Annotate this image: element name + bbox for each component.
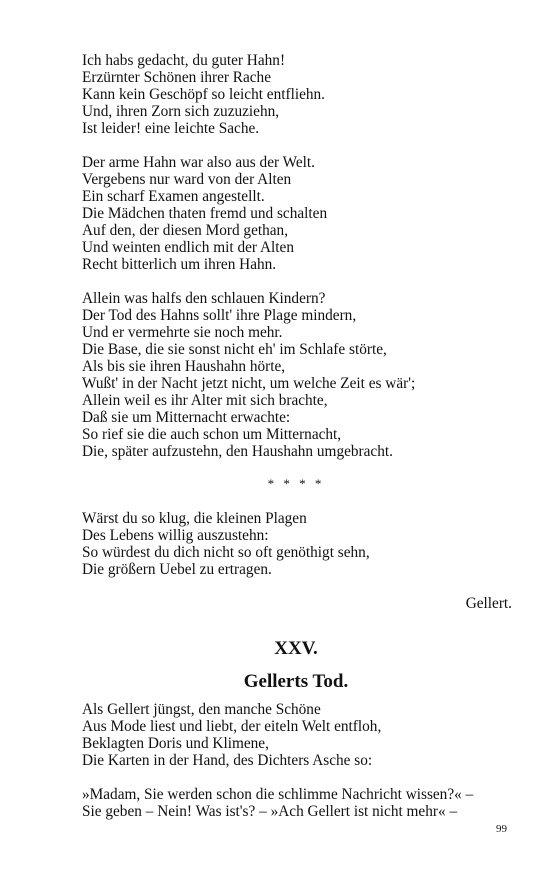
verse-line: Ist leider! eine leichte Sache. (82, 120, 260, 137)
verse-line: Vergebens nur ward von der Alten (82, 171, 292, 188)
verse-line: So würdest du dich nicht so oft genöthigt sehn, (82, 544, 370, 561)
section-number: XXV. (274, 638, 318, 659)
verse-line: Und er vermehrte sie noch mehr. (82, 324, 283, 341)
verse-line: Die Mädchen thaten fremd und schalten (82, 205, 328, 222)
verse-line: Recht bitterlich um ihren Hahn. (82, 256, 277, 273)
verse-line: So rief sie die auch schon um Mitternacht, (82, 426, 342, 443)
section-separator: * * * * (267, 476, 325, 491)
stanza (82, 52, 510, 137)
verse-line: Und, ihren Zorn sich zuzuziehn, (82, 103, 280, 120)
verse-line: Allein was halfs den schlauen Kindern? (82, 290, 326, 307)
verse-line: Sie geben – Nein! Was ist's? – »Ach Gellert ist nicht mehr« – (82, 803, 458, 820)
verse-line: Ein scharf Examen angestellt. (82, 188, 265, 205)
verse-line: Und weinten endlich mit der Alten (82, 239, 294, 256)
verse-line: Des Lebens willig auszustehn: (82, 527, 269, 544)
verse-line: Auf den, der diesen Mord gethan, (82, 222, 289, 239)
moral-stanza (82, 510, 510, 578)
stanza (82, 290, 510, 460)
verse-line: Wärst du so klug, die kleinen Plagen (82, 510, 307, 527)
verse-line: Der arme Hahn war also aus der Welt. (82, 154, 315, 171)
verse-line: »Madam, Sie werden schon die schlimme Nachricht wissen?« – (82, 786, 474, 803)
verse-line: Beklagten Doris und Klimene, (82, 735, 269, 752)
verse-line: Die, später aufzustehn, den Haushahn umgebracht. (82, 443, 393, 460)
verse-line: Daß sie um Mitternacht erwachte: (82, 409, 291, 426)
verse-line: Allein weil es ihr Alter mit sich brachte, (82, 392, 328, 409)
verse-line: Die größern Uebel zu ertragen. (82, 561, 272, 578)
verse-line: Die Karten in der Hand, des Dichters Asche so: (82, 752, 373, 769)
page-body (82, 52, 510, 837)
stanza (82, 786, 510, 820)
author-signature: Gellert. (465, 595, 512, 612)
verse-line: Aus Mode liest und liebt, der eiteln Welt entfloh, (82, 718, 382, 735)
stanza (82, 154, 510, 273)
verse-line: Die Base, die sie sonst nicht eh' im Schlafe störte, (82, 341, 387, 358)
page-number: 99 (496, 823, 507, 835)
verse-line: Als Gellert jüngst, den manche Schöne (82, 701, 321, 718)
verse-line: Erzürnter Schönen ihrer Rache (82, 69, 272, 86)
verse-line: Ich habs gedacht, du guter Hahn! (82, 52, 286, 69)
verse-line: Der Tod des Hahns sollt' ihre Plage mindern, (82, 307, 357, 324)
stanza (82, 701, 510, 769)
verse-line: Als bis sie ihren Haushahn hörte, (82, 358, 286, 375)
section-title: Gellerts Tod. (243, 671, 349, 692)
verse-line: Wußt' in der Nacht jetzt nicht, um welche Zeit es wär'; (82, 375, 416, 392)
verse-line: Kann kein Geschöpf so leicht entfliehn. (82, 86, 325, 103)
